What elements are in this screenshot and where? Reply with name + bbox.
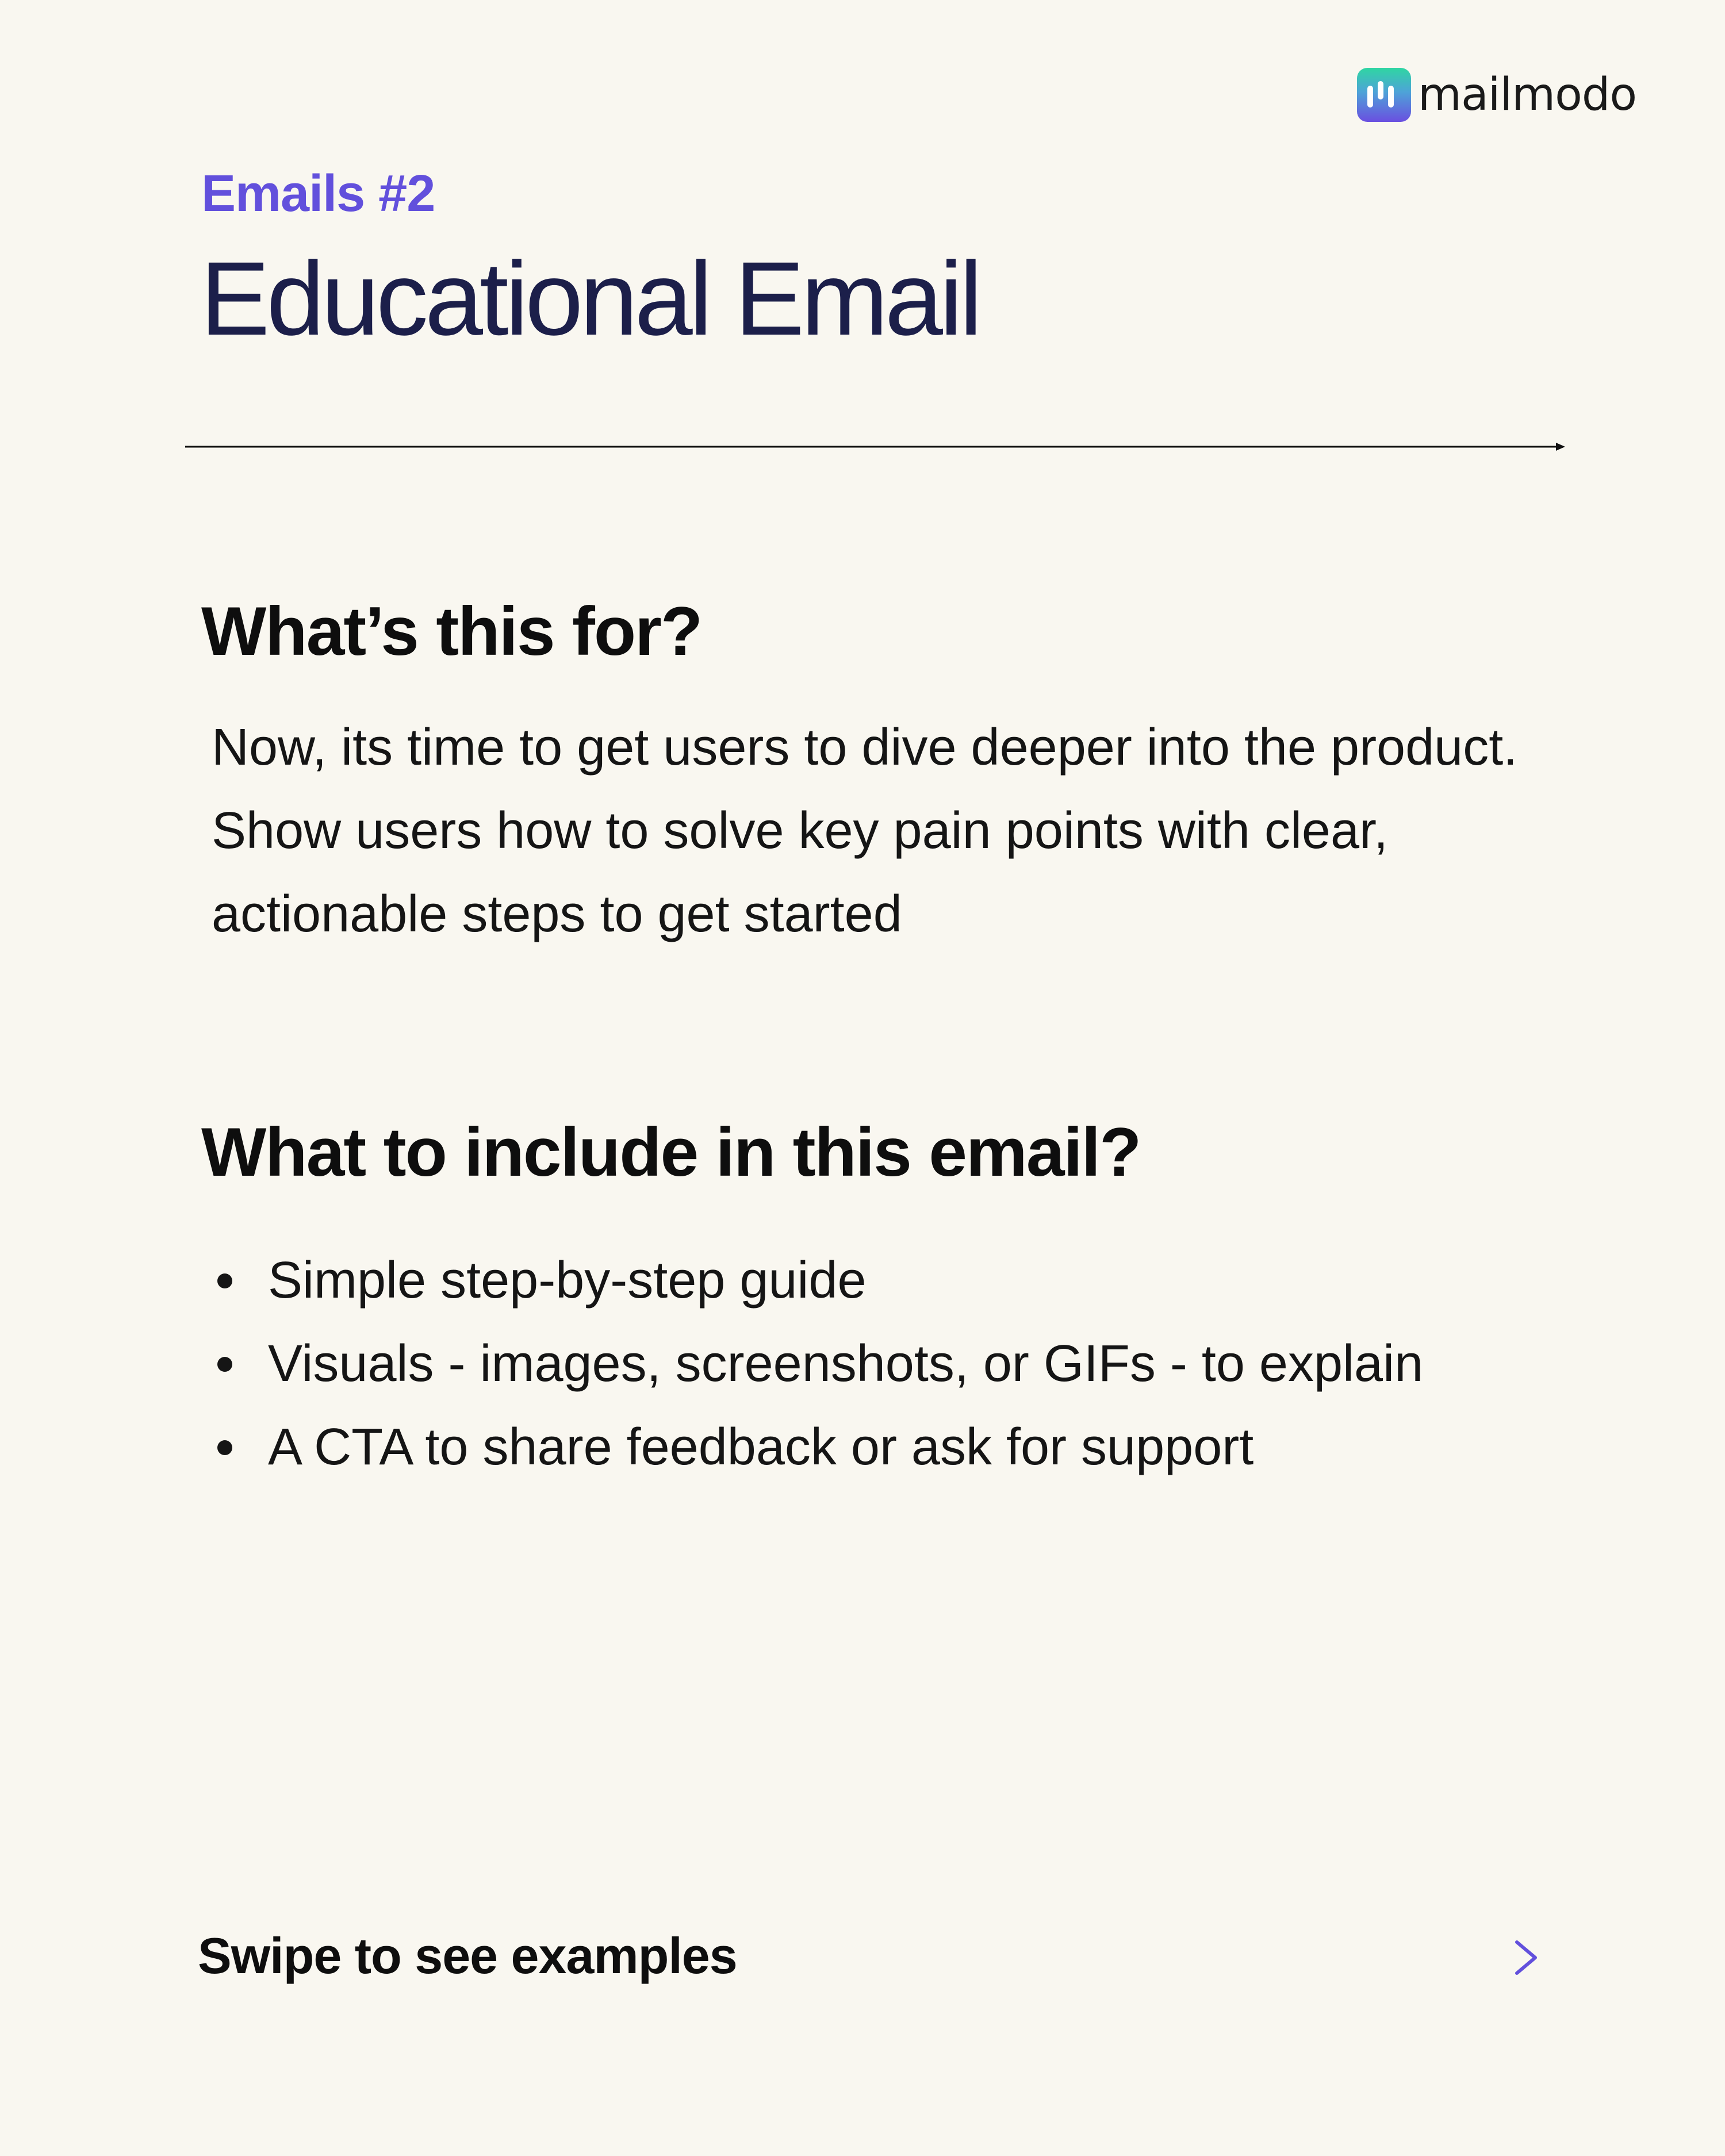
brand-logo: [1357, 68, 1636, 122]
swipe-cta: Swipe to see examples: [198, 1927, 737, 1984]
section-heading-include: What to include in this email?: [201, 1114, 1141, 1191]
divider-arrow-line: [185, 438, 1565, 455]
section-body-purpose: Now, its time to get users to dive deeper into the product. Show users how to solve key pain points with clear, actionable steps to get started: [212, 719, 1518, 943]
page-title: Educational Email: [200, 240, 979, 357]
mailmodo-logo-icon: [1357, 68, 1411, 122]
list-item: [212, 1322, 1423, 1406]
arrow-right-icon[interactable]: [1294, 1938, 1541, 1978]
list-item-text: Visuals - images, screenshots, or GIFs - to explain: [268, 1335, 1424, 1392]
list-item: [212, 1406, 1423, 1489]
bullet-icon: [217, 1273, 232, 1288]
list-item-text: Simple step-by-step guide: [268, 1252, 867, 1309]
bullet-icon: [217, 1357, 232, 1372]
brand-name: mailmodo: [1418, 69, 1637, 121]
list-item: [212, 1239, 1423, 1322]
list-item-text: A CTA to share feedback or ask for support: [268, 1418, 1254, 1476]
bullet-icon: [217, 1440, 232, 1455]
section-heading-purpose: What’s this for?: [201, 593, 702, 670]
include-list: [212, 1239, 1423, 1489]
series-label: Emails #2: [201, 165, 435, 222]
